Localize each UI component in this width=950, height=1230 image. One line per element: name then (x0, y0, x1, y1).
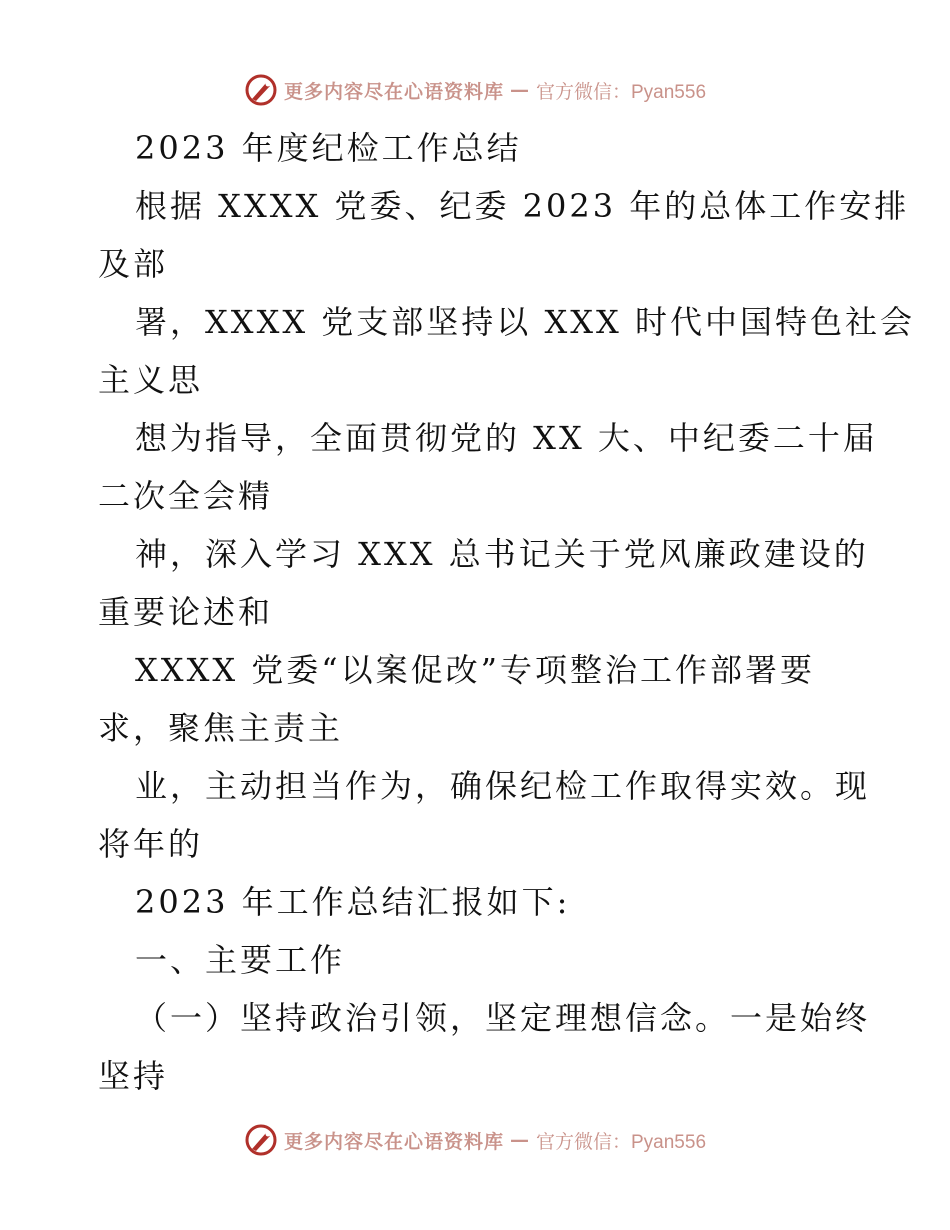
section-heading: 一、主要工作 (135, 941, 346, 979)
paragraph-line: 求，聚焦主责主 (98, 709, 344, 747)
watermark-separator: — (510, 79, 530, 101)
paragraph-line: 署，XXXX 党支部坚持以 XXX 时代中国特色社会 (135, 303, 915, 341)
footer-watermark (0, 1120, 950, 1160)
paragraph-line: 重要论述和 (98, 593, 274, 631)
paragraph-line: 想为指导，全面贯彻党的 XX 大、中纪委二十届 (135, 419, 878, 457)
header-watermark (0, 70, 950, 110)
subsection-heading: （一）坚持政治引领，坚定理想信念。一是始终 (135, 999, 871, 1037)
paragraph-line: 将年的 (98, 825, 204, 863)
watermark-separator: — (510, 1129, 530, 1151)
watermark-brand: 更多内容尽在心语资料库 (283, 1130, 504, 1153)
pen-logo-icon (244, 73, 278, 107)
paragraph-line: 坚持 (98, 1057, 169, 1095)
paragraph-line: XXXX 党委“以案促改”专项整治工作部署要 (135, 651, 816, 689)
paragraph-line: 根据 XXXX 党委、纪委 2023 年的总体工作安排 (135, 187, 910, 225)
paragraph-line: 业，主动担当作为，确保纪检工作取得实效。现 (135, 767, 871, 805)
watermark-contact: 官方微信：Pyan556 (536, 1131, 707, 1153)
paragraph-line: 神，深入学习 XXX 总书记关于党风廉政建设的 (135, 535, 869, 573)
paragraph-line: 主义思 (98, 361, 204, 399)
paragraph-line: 2023 年工作总结汇报如下: (135, 883, 571, 921)
watermark-brand: 更多内容尽在心语资料库 (283, 80, 504, 103)
pen-logo-icon (244, 1123, 278, 1157)
watermark-contact: 官方微信：Pyan556 (536, 81, 707, 103)
document-title: 2023 年度纪检工作总结 (135, 129, 522, 167)
paragraph-line: 及部 (98, 245, 169, 283)
paragraph-line: 二次全会精 (98, 477, 274, 515)
